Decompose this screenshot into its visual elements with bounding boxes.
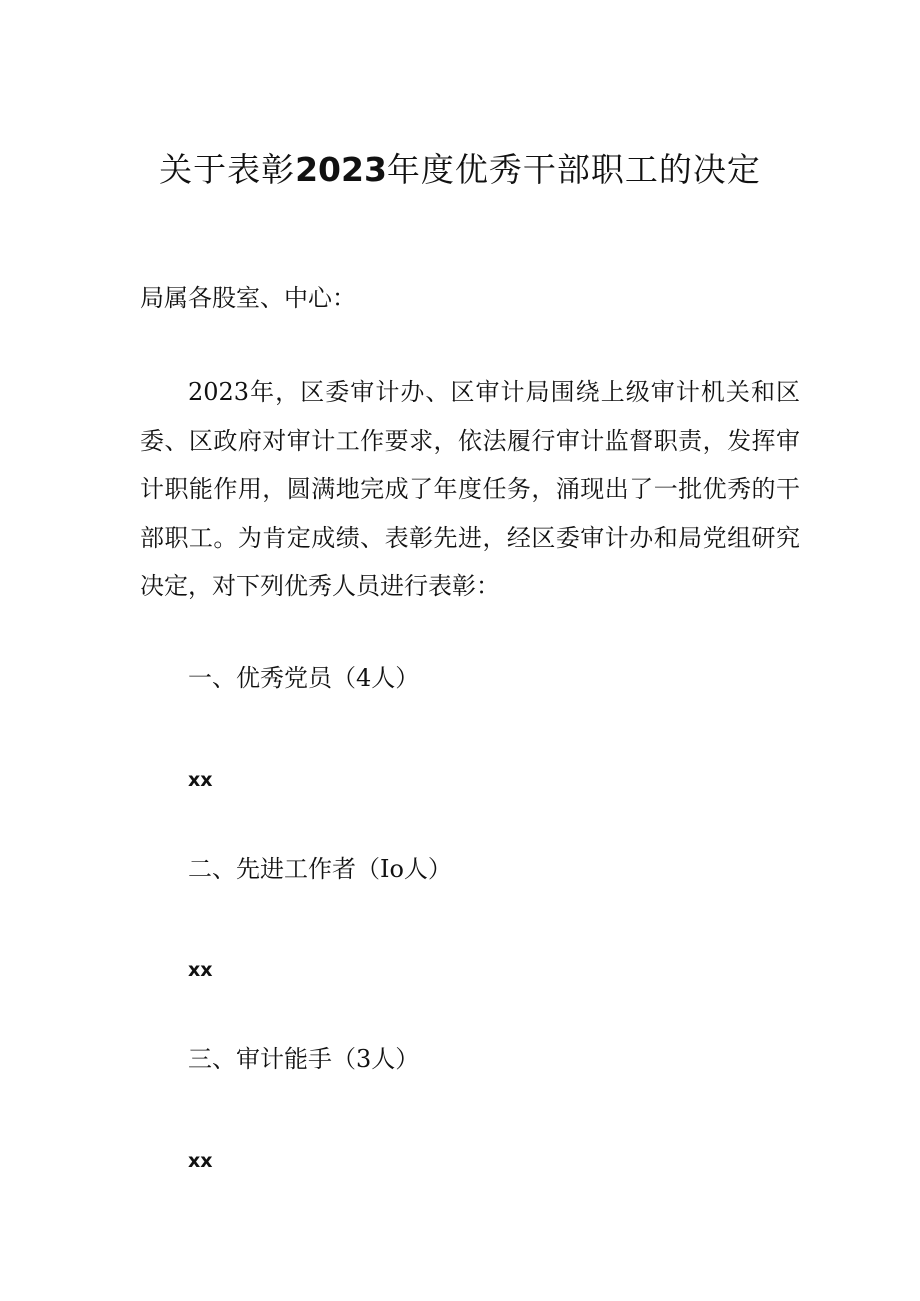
title-prefix: 关于表彰 (159, 150, 296, 189)
body-paragraph: 2023年，区委审计办、区审计局围绕上级审计机关和区委、区政府对审计工作要求，依法履行审计监督职责，发挥审计职能作用，圆满地完成了年度任务，涌现出了一批优秀的干部职工。为肯定成绩、表彰先进，经区委审计办和局党组研究决定，对下列优秀人员进行表彰： (140, 378, 800, 600)
title-suffix: 年度优秀干部职工的决定 (386, 150, 761, 189)
title-year: 2023 (295, 150, 387, 189)
section-names-audit-experts: xx (188, 1150, 213, 1172)
salutation: 局属各股室、中心： (140, 284, 356, 312)
section-heading-advanced-workers: 二、先进工作者（Io人） (188, 855, 452, 883)
document-title (0, 146, 920, 194)
section-names-outstanding-party-members: xx (188, 769, 213, 791)
section-names-advanced-workers: xx (188, 959, 213, 981)
section-heading-outstanding-party-members: 一、优秀党员（4人） (188, 664, 420, 692)
section-heading-audit-experts: 三、审计能手（3人） (188, 1045, 420, 1073)
